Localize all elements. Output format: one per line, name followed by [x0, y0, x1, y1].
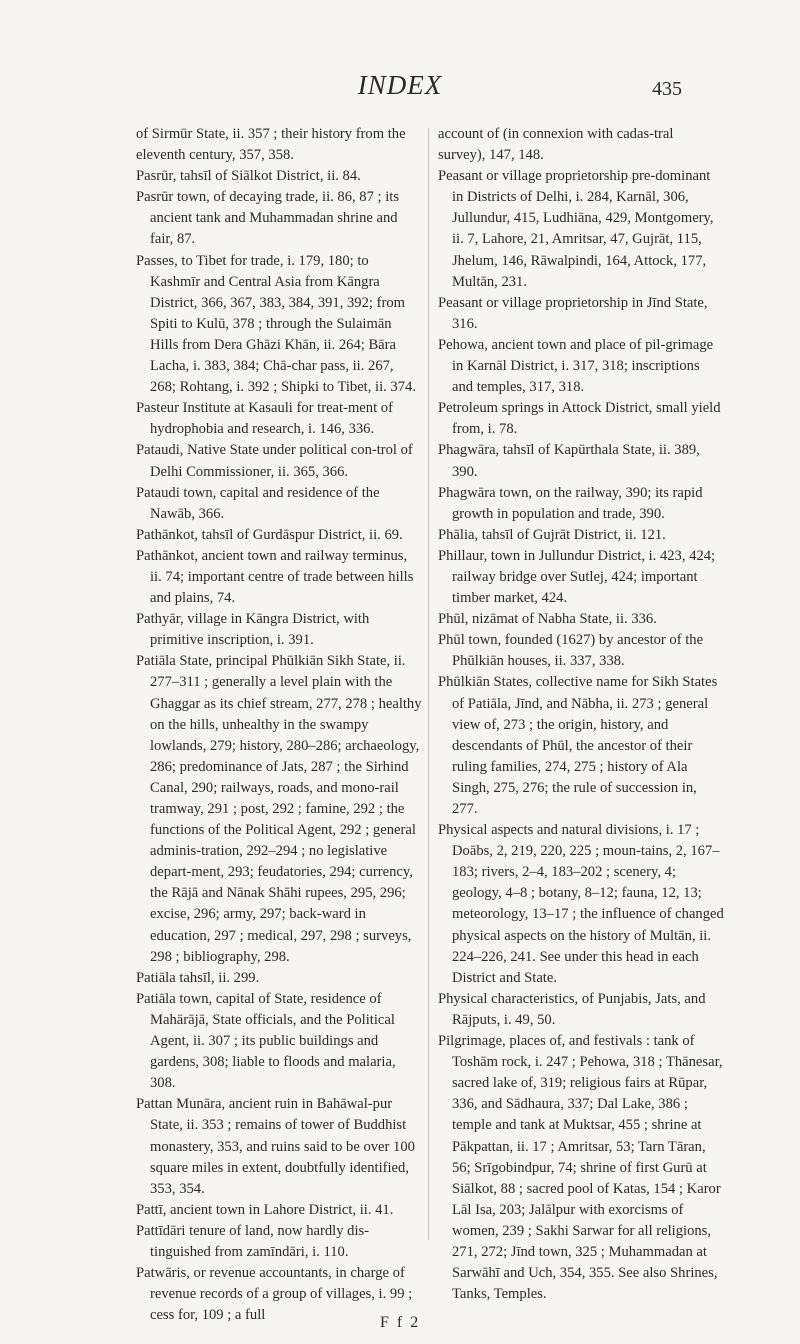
index-entry: Pathānkot, ancient town and railway terminus, ii. 74; important centre of trade between hills and plains, 74.	[136, 547, 414, 607]
index-entry: Pasteur Institute at Kasauli for treat-ment of hydrophobia and research, i. 146, 336.	[136, 400, 393, 438]
left-column	[136, 124, 422, 1326]
index-entry: account of (in connexion with cadas-tral survey), 147, 148.	[438, 126, 674, 164]
index-entry: Pattīdāri tenure of land, now hardly dis-tinguished from zamīndāri, i. 110.	[136, 1222, 370, 1260]
index-entry: Peasant or village proprietorship in Jīnd State, 316.	[438, 294, 708, 332]
index-entry: of Sirmūr State, ii. 357 ; their history from the eleventh century, 357, 358.	[136, 126, 406, 164]
index-entry: Pattī, ancient town in Lahore District, ii. 41.	[136, 1201, 394, 1218]
index-entry: Pathyār, village in Kāngra District, with primitive inscription, i. 391.	[136, 611, 370, 649]
index-entry: Peasant or village proprietorship pre-dominant in Districts of Delhi, i. 284, Karnāl, 306, Jullundur, 415, Ludhiāna, 429, Montgomery, ii. 7, Lahore, 21, Amritsar, 47, Gujrāt, 115, Jhelum, 146, Rāwalpindi, 164, Attock, 177, Multān, 231.	[438, 168, 714, 290]
index-entry: Pataudi, Native State under political con-trol of Delhi Commissioner, ii. 365, 366.	[136, 442, 413, 480]
index-entry: Phagwāra, tahsīl of Kapūrthala State, ii. 389, 390.	[438, 442, 700, 480]
index-entry: Pataudi town, capital and residence of the Nawāb, 366.	[136, 484, 380, 522]
index-entry: Phūlkiān States, collective name for Sikh States of Patiāla, Jīnd, and Nābha, ii. 273 ; general view of, 273 ; the origin, history, and descendants of Phūl, the ancestor of their ruling families, 274, 275 ; history of Ala Singh, 275, 276; the rule of succession in, 277.	[438, 674, 718, 817]
index-entry: Phillaur, town in Jullundur District, i. 423, 424; railway bridge over Sutlej, 424; important timber market, 424.	[438, 547, 716, 607]
index-entry: Pattan Munāra, ancient ruin in Bahāwal-pur State, ii. 353 ; remains of tower of Buddhist monastery, 353, and ruins said to be over 100 square miles in extent, doubtfully identified, 353, 354.	[136, 1096, 415, 1197]
index-entry: Petroleum springs in Attock District, small yield from, i. 78.	[438, 400, 721, 438]
index-entry: Patwāris, or revenue accountants, in charge of revenue records of a group of villages, i. 99 ; cess for, 109 ; a full	[136, 1265, 413, 1324]
index-entry: Passes, to Tibet for trade, i. 179, 180; to Kashmīr and Central Asia from Kāngra District, 366, 367, 383, 384, 391, 392; from Spiti to Kulū, 378 ; through the Sulaimān Hills from Dera Ghāzi Khān, ii. 264; Bāra Lacha, i. 383, 384; Chā-char pass, ii. 267, 268; Rohtang, i. 392 ; Shipki to Tibet, ii. 374.	[136, 252, 416, 396]
right-column	[438, 124, 724, 1305]
page-number: 435	[652, 78, 682, 100]
index-entry: Pasrūr, tahsīl of Siālkot District, ii. 84.	[136, 168, 361, 185]
index-entry: Phūl town, founded (1627) by ancestor of the Phūlkiān houses, ii. 337, 338.	[438, 632, 704, 670]
index-entry: Physical characteristics, of Punjabis, Jats, and Rājputs, i. 49, 50.	[438, 990, 706, 1028]
index-entry: Phūl, nizāmat of Nabha State, ii. 336.	[438, 611, 657, 628]
index-entry: Pasrūr town, of decaying trade, ii. 86, 87 ; its ancient tank and Muhammadan shrine and fair, 87.	[136, 189, 400, 248]
index-entry: Phālia, tahsīl of Gujrāt District, ii. 121.	[438, 526, 666, 543]
signature-mark: F f 2	[380, 1314, 421, 1331]
index-entry: Phagwāra town, on the railway, 390; its rapid growth in population and trade, 390.	[438, 484, 703, 522]
index-entry: Pathānkot, tahsīl of Gurdāspur District, ii. 69.	[136, 526, 403, 543]
index-entry: Physical aspects and natural divisions, i. 17 ; Doābs, 2, 219, 220, 225 ; moun-tains, 2, 167–183; rivers, 2–4, 183–202 ; scenery, 4; geology, 4–8 ; botany, 8–12; fauna, 12, 13; meteorology, 13–17 ; the influence of changed physical aspects on the history of Multān, ii. 224–226, 241. See under this head in each District and State.	[438, 822, 724, 986]
column-divider	[428, 128, 429, 1240]
index-entry: Patiāla town, capital of State, residence of Mahārājā, State officials, and the Political Agent, ii. 307 ; its public buildings and gardens, 308; liable to floods and malaria, 308.	[136, 990, 396, 1092]
running-title: INDEX	[357, 70, 443, 100]
index-entry: Patiāla State, principal Phūlkiān Sikh State, ii. 277–311 ; generally a level plain with the Ghaggar as its chief stream, 277, 278 ; healthy on the hills, unhealthy in the swampy lowlands, 279; history, 280–286; archaeology, 286; predominance of Jats, 287 ; the Sirhind Canal, 290; railways, roads, and mono-rail tramway, 291 ; post, 292 ; famine, 292 ; the functions of the Political Agent, 292 ; general adminis-tration, 292–294 ; no legislative depart-ment, 293; feudatories, 294; currency, the Rājā and Nānak Shāhi rupees, 295, 296; excise, 296; army, 297; back-ward in education, 297 ; medical, 297, 298 ; surveys, 298 ; bibliography, 298.	[136, 653, 422, 965]
index-entry: Pilgrimage, places of, and festivals : tank of Toshām rock, i. 247 ; Pehowa, 318 ; Thānesar, sacred lake of, 319; religious fairs at Rūpar, 336, and Sādhaura, 337; Dal Lake, 386 ; temple and tank at Muktsar, 455 ; shrine at Pākpattan, ii. 17 ; Amritsar, 53; Tarn Tāran, 56; Srīgobindpur, 74; shrine of first Gurū at Siālkot, 88 ; sacred pool of Katas, 154 ; Karor Lāl Isa, 203; Jalālpur with exorcisms of women, 239 ; Sakhi Sarwar for all religions, 271, 272; Jīnd town, 325 ; Muhammadan at Sarwāhī and Uch, 354, 355. See also Shrines, Tanks, Temples.	[438, 1033, 723, 1303]
index-entry: Patiāla tahsīl, ii. 299.	[136, 969, 260, 986]
page-header	[0, 70, 800, 110]
index-entry: Pehowa, ancient town and place of pil-grimage in Karnāl District, i. 317, 318; inscriptions and temples, 317, 318.	[438, 336, 714, 396]
